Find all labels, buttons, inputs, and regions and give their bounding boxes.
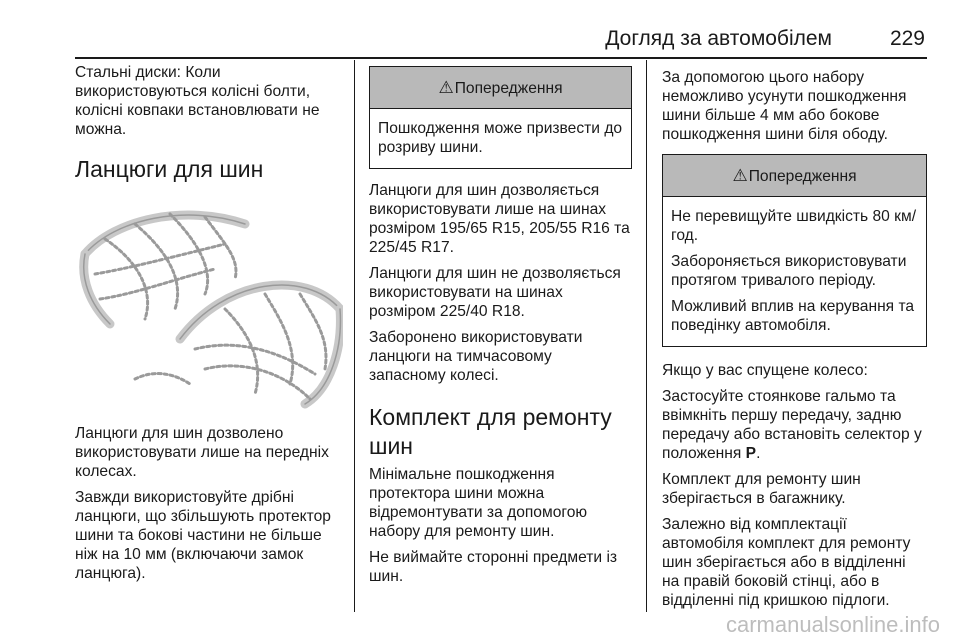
warning-body [370,109,631,168]
warning-body [663,197,926,346]
column-1 [75,63,343,590]
paragraph: Не виймайте сторонні предмети із шин. [369,549,618,585]
paragraph: Завжди використовуйте дрібні ланцюги, що збільшують протектор шини та бокові частини не більше ніж на 10 мм (включаючи замок ланцюга). [75,489,331,582]
snow-chains-illustration [75,199,343,411]
warning-text: Пошкодження може призвести до розриву шини. [378,120,623,156]
warning-text: Не перевищуйте швидкість 80 км/год. [671,208,917,244]
column-2 [369,66,632,593]
section-heading-repair-kit: Комплект для ремонту шин [369,404,612,459]
warning-header [370,67,631,109]
text-run: . [756,445,761,462]
paragraph: Залежно від комплектації автомобіля комплект для ремонту шин зберігається або в відділенні на правій боковій стінці, або в відділенні під кришкою підлоги. [662,516,911,609]
paragraph: Мінімальне пошкодження протектора шини можна відремонтувати за допомогою набору для ремонту шин. [369,466,588,540]
paragraph: За допомогою цього набору неможливо усунути пошкодження шини більше 4 мм або бокове пошкодження шини біля ободу. [662,69,907,143]
section-heading-tire-chains: Ланцюги для шин [75,156,264,182]
column-divider [354,60,355,612]
paragraph: Ланцюги для шин дозволено використовувати лише на передніх колесах. [75,425,329,480]
page-header [75,0,927,59]
warning-text: Забороняється використовувати протягом тривалого періоду. [671,253,907,289]
selector-position-label: P [745,445,757,462]
warning-triangle-icon: ⚠ [438,78,454,97]
column-3 [662,68,927,617]
paragraph: Ланцюги для шин не дозволяється використовувати на шинах розміром 225/40 R18. [369,265,621,320]
warning-box [662,154,927,347]
warning-text: Можливий вплив на керування та поведінку автомобіля. [671,298,915,334]
paragraph: Ланцюги для шин дозволяється використовувати лише на шинах розміром 195/65 R15, 205/55 R16 та 225/45 R17. [369,182,630,256]
intro-paragraph: Стальні диски: Коли використовуються колісні болти, колісні ковпаки встановлювати не можна. [75,64,320,138]
paragraph: Комплект для ремонту шин зберігається в багажнику. [662,471,861,507]
warning-header [663,155,926,197]
paragraph: Якщо у вас спущене колесо: [662,362,868,379]
warning-box [369,66,632,169]
header-title: Догляд за автомобілем [605,27,832,50]
paragraph: Заборонено використовувати ланцюги на тимчасовому запасному колесі. [369,329,583,384]
warning-triangle-icon: ⚠ [732,166,748,185]
page-number: 229 [889,27,925,50]
watermark: carmanualsonline.info [725,612,940,637]
warning-title: Попередження [454,80,563,97]
column-divider [646,60,647,612]
text-run: Застосуйте стоянкове гальмо та ввімкніть першу передачу, задню передачу або встановіть селектор у положення [662,388,922,462]
warning-title: Попередження [748,168,857,185]
paragraph [662,387,927,463]
